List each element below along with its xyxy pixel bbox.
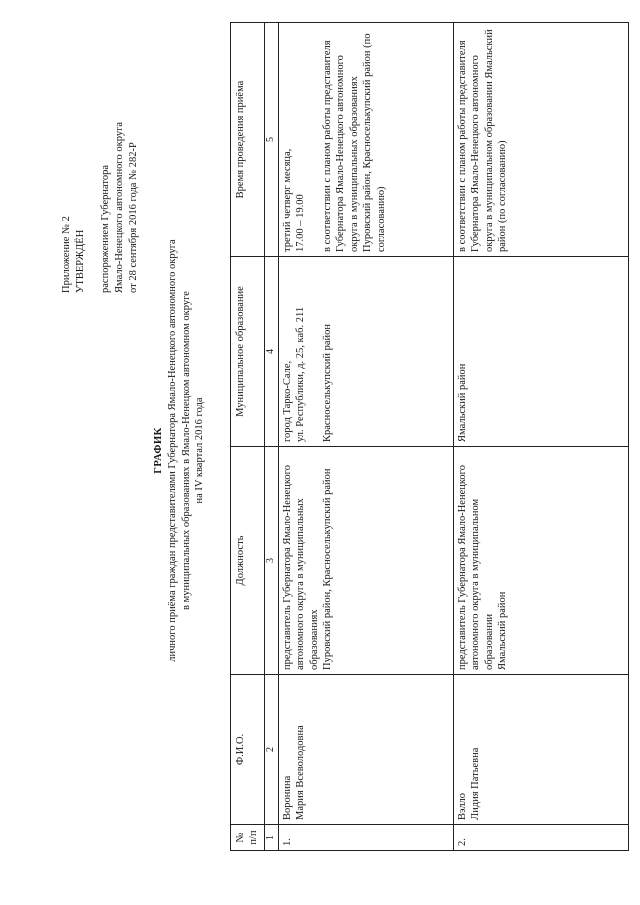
colnum-2: 2 [264, 675, 278, 825]
colnum-1: 1 [264, 825, 278, 851]
approval-gap [87, 43, 99, 293]
colnum-4: 4 [264, 257, 278, 447]
colnum-5: 5 [264, 23, 278, 257]
row-time: в соответствии с планом работы представителя Губернатора Ямало-Ненецкого автономного округа в муниципальном образовании Ямальский район (по согласованию) [453, 23, 628, 257]
header-num: № п/п [231, 825, 265, 851]
approval-block [60, 43, 140, 293]
header-time: Время проведения приёма [231, 23, 265, 257]
appendix-label: Приложение № 2 [61, 216, 72, 293]
header-position: Должность [231, 447, 265, 675]
row-municipality: город Тарко-Сале, ул. Республики, д. 25, каб. 211 Красноселькупский район [278, 257, 453, 447]
row-time: третий четверг месяца, 17.00 – 19.00 в соответствии с планом работы представителя Губернатора Ямало-Ненецкого автономного округа в муниципальных образованиях Пуровский район, Красноселькупский район (по согласованию) [278, 23, 453, 257]
header-municipality: Муниципальное образование [231, 257, 265, 447]
header-fio: Ф.И.О. [231, 675, 265, 825]
order-line-3: от 28 сентября 2016 года № 282-Р [127, 142, 139, 293]
row-municipality: Ямальский район [453, 257, 628, 447]
row-num: 1. [278, 825, 453, 851]
row-position: представитель Губернатора Ямало-Ненецкого автономного округа в муниципальных образованиях Пуровский район, Красноселькупский район [278, 447, 453, 675]
rotated-document [40, 23, 640, 878]
row-fio: Воронина Мария Всеволодовна [278, 675, 453, 825]
row-position: представитель Губернатора Ямало-Ненецкого автономного округа в муниципальном образовании Ямальский район [453, 447, 628, 675]
heading-line-3: на IV квартал 2016 года [194, 397, 206, 504]
order-line-2: Ямало-Ненецкого автономного округа [113, 121, 125, 293]
document-heading [152, 23, 207, 878]
row-num: 2. [453, 825, 628, 851]
table-header-row [231, 23, 265, 851]
heading-line-2: в муниципальных образованиях в Ямало-Ненецком автономном округе [180, 291, 192, 610]
column-number-row [264, 23, 278, 851]
colnum-3: 3 [264, 447, 278, 675]
schedule-table [230, 22, 629, 851]
document-title: ГРАФИК [153, 427, 164, 474]
table-row [278, 23, 453, 851]
table-row [453, 23, 628, 851]
row-fio: Вэлло Лидия Патьевна [453, 675, 628, 825]
approved-label: УТВЕРЖДЁН [74, 229, 86, 293]
order-line-1: распоряжением Губернатора [100, 165, 112, 293]
heading-line-1: личного приёма граждан представителями Губернатора Ямало-Ненецкого автономного округа [167, 239, 179, 662]
